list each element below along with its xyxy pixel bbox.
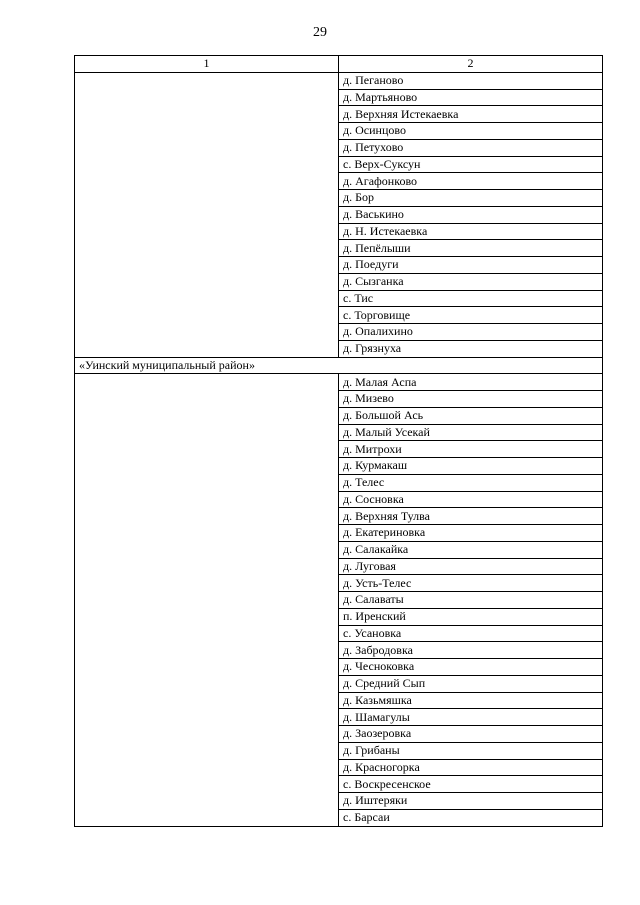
settlement-cell: д. Телес bbox=[339, 474, 603, 491]
settlement-cell: д. Сызганка bbox=[339, 273, 603, 290]
settlement-cell: д. Салакайка bbox=[339, 541, 603, 558]
settlement-cell: п. Иренский bbox=[339, 608, 603, 625]
settlement-cell: с. Воскресенское bbox=[339, 776, 603, 793]
settlement-cell: д. Малая Аспа bbox=[339, 374, 603, 391]
table-row bbox=[75, 72, 603, 89]
settlement-cell: д. Казьмяшка bbox=[339, 692, 603, 709]
settlement-cell: д. Мизево bbox=[339, 391, 603, 408]
settlement-cell: д. Красногорка bbox=[339, 759, 603, 776]
settlement-cell: д. Петухово bbox=[339, 139, 603, 156]
settlement-cell: д. Усть-Телес bbox=[339, 575, 603, 592]
settlement-cell: д. Бор bbox=[339, 190, 603, 207]
table-header-row bbox=[75, 56, 603, 73]
settlement-cell: с. Торговище bbox=[339, 307, 603, 324]
column-header-1: 1 bbox=[75, 56, 339, 73]
settlement-cell: с. Верх-Суксун bbox=[339, 156, 603, 173]
settlement-cell: д. Н. Истекаевка bbox=[339, 223, 603, 240]
section-title: «Уинский муниципальный район» bbox=[75, 357, 603, 374]
table-body bbox=[75, 72, 603, 826]
column-header-2: 2 bbox=[339, 56, 603, 73]
settlement-cell: д. Поедуги bbox=[339, 257, 603, 274]
settlement-cell: д. Забродовка bbox=[339, 642, 603, 659]
settlement-cell: д. Иштеряки bbox=[339, 793, 603, 810]
district-cell bbox=[75, 72, 339, 357]
settlement-cell: д. Заозеровка bbox=[339, 726, 603, 743]
settlement-cell: д. Чесноковка bbox=[339, 659, 603, 676]
settlement-cell: д. Луговая bbox=[339, 558, 603, 575]
settlement-cell: с. Тис bbox=[339, 290, 603, 307]
settlement-cell: д. Шамагулы bbox=[339, 709, 603, 726]
settlement-cell: д. Малый Усекай bbox=[339, 424, 603, 441]
district-cell bbox=[75, 374, 339, 826]
settlement-cell: д. Верхняя Тулва bbox=[339, 508, 603, 525]
settlement-cell: с. Барсаи bbox=[339, 809, 603, 826]
page-number: 29 bbox=[313, 25, 327, 40]
settlement-cell: д. Мартьяново bbox=[339, 89, 603, 106]
settlement-cell: д. Верхняя Истекаевка bbox=[339, 106, 603, 123]
settlement-cell: д. Пеганово bbox=[339, 72, 603, 89]
settlement-cell: с. Усановка bbox=[339, 625, 603, 642]
settlement-cell: д. Пепёлыши bbox=[339, 240, 603, 257]
settlement-cell: д. Сосновка bbox=[339, 491, 603, 508]
settlement-cell: д. Курмакаш bbox=[339, 458, 603, 475]
settlement-cell: д. Васькино bbox=[339, 206, 603, 223]
settlement-cell: д. Агафонково bbox=[339, 173, 603, 190]
settlement-cell: д. Салаваты bbox=[339, 592, 603, 609]
settlement-cell: д. Средний Сып bbox=[339, 675, 603, 692]
table-row bbox=[75, 374, 603, 391]
settlement-cell: д. Осинцово bbox=[339, 123, 603, 140]
settlement-cell: д. Большой Ась bbox=[339, 407, 603, 424]
settlements-table bbox=[74, 55, 603, 827]
settlement-cell: д. Екатериновка bbox=[339, 525, 603, 542]
section-title-row bbox=[75, 357, 603, 374]
settlement-cell: д. Грибаны bbox=[339, 742, 603, 759]
settlement-cell: д. Митрохи bbox=[339, 441, 603, 458]
settlement-cell: д. Грязнуха bbox=[339, 340, 603, 357]
settlement-cell: д. Опалихино bbox=[339, 324, 603, 341]
